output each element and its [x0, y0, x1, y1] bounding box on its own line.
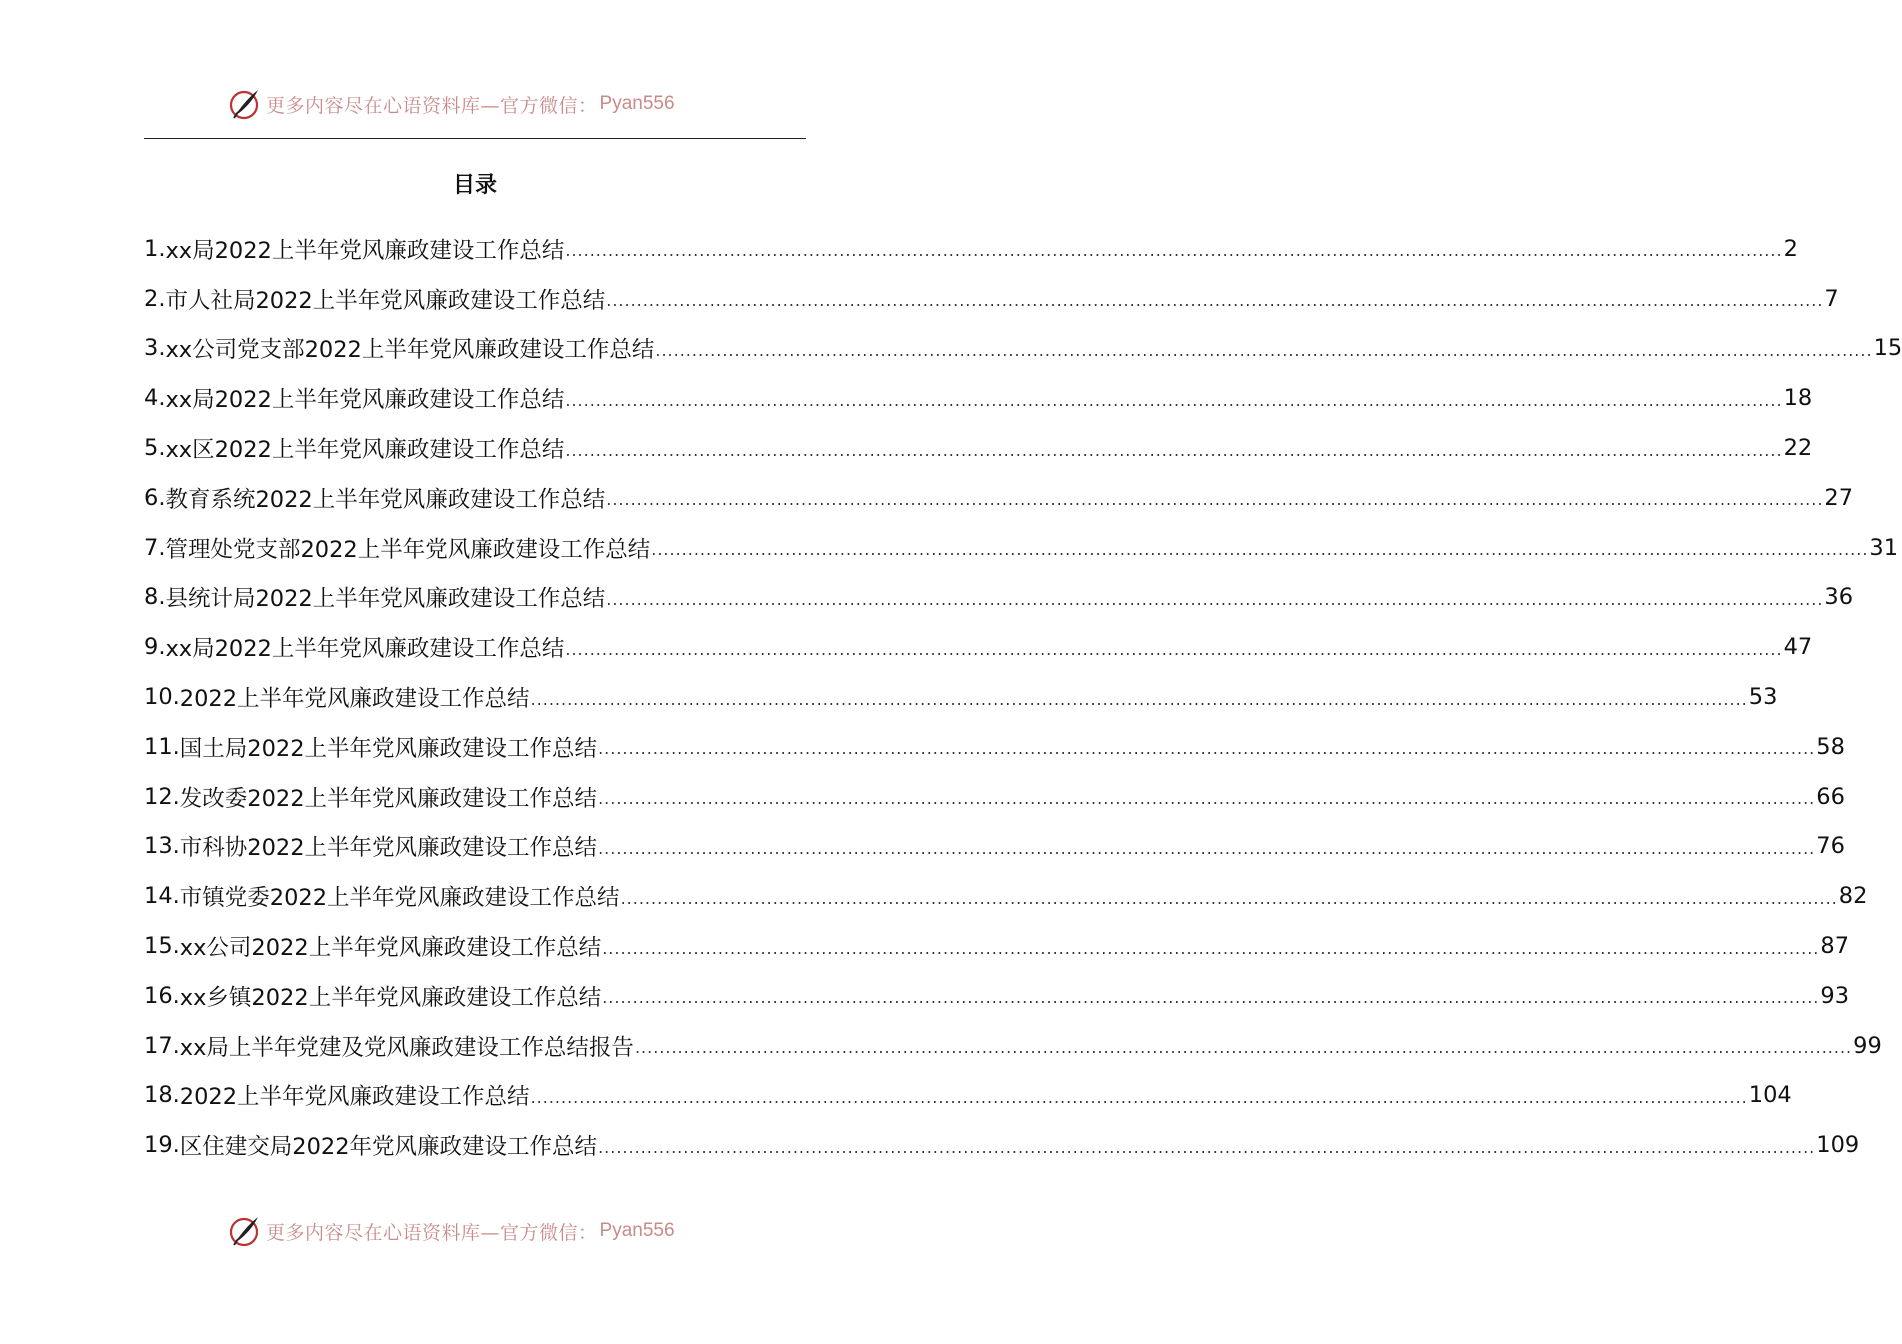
header-watermark — [226, 84, 675, 124]
footer-watermark — [226, 1211, 675, 1251]
toc-entry-page: 99 — [1853, 1032, 1882, 1059]
header-brand-id: Pyan556 — [599, 93, 675, 114]
toc-entry[interactable] — [144, 373, 1813, 423]
toc-entry-title: 2022上半年党风廉政建设工作总结 — [179, 1084, 530, 1111]
toc-entry-number: 3. — [144, 335, 166, 362]
quill-logo-icon — [226, 86, 262, 122]
footer-brand-id: Pyan556 — [599, 1220, 675, 1241]
toc-entry-number: 18. — [144, 1082, 180, 1109]
toc-entry-number: 11. — [144, 733, 180, 760]
toc-entry-title: xx公司党支部2022上半年党风廉政建设工作总结 — [165, 337, 655, 364]
toc-entry-number: 1. — [144, 235, 166, 262]
toc-leader-dots: ........................................................................................................................................................................................................ — [565, 390, 1783, 410]
toc-entry[interactable] — [144, 1021, 1882, 1071]
toc-entry-title: 管理处党支部2022上半年党风廉政建设工作总结 — [165, 536, 651, 563]
toc-leader-dots: ........................................................................................................................................................................................................ — [530, 689, 1748, 709]
toc-entry[interactable] — [144, 423, 1813, 473]
toc-entry-title: 市镇党委2022上半年党风廉政建设工作总结 — [179, 885, 620, 912]
toc-entry-number: 4. — [144, 385, 166, 412]
footer-brand-text: 更多内容尽在心语资料库—官方微信： — [266, 1221, 598, 1244]
toc-leader-dots: ........................................................................................................................................................................................................ — [602, 988, 1820, 1008]
toc-leader-dots: ........................................................................................................................................................................................................ — [598, 789, 1816, 809]
toc-entry[interactable] — [144, 473, 1854, 523]
toc-entry-page: 18 — [1783, 385, 1813, 412]
toc-entry-page: 27 — [1824, 484, 1854, 511]
toc-entry-number: 7. — [144, 534, 166, 561]
toc-leader-dots: ........................................................................................................................................................................................................ — [606, 589, 1824, 609]
toc-entry-page: 7 — [1824, 285, 1839, 312]
toc-entry-number: 10. — [144, 684, 180, 711]
toc-entry-page: 31 — [1869, 534, 1899, 561]
toc-entry-number: 9. — [144, 634, 166, 661]
toc-entry-page: 87 — [1820, 933, 1850, 960]
toc-entry-title: 2022上半年党风廉政建设工作总结 — [179, 686, 530, 713]
toc-entry-page: 66 — [1816, 783, 1845, 810]
toc-entry[interactable] — [144, 1071, 1792, 1121]
toc-leader-dots: ........................................................................................................................................................................................................ — [606, 490, 1824, 510]
toc-entry-number: 8. — [144, 584, 166, 611]
toc-entry[interactable] — [144, 772, 1845, 822]
toc-entry-title: xx局2022上半年党风廉政建设工作总结 — [165, 237, 565, 264]
toc-title: 目录 — [452, 173, 497, 198]
toc-entry-title: xx局2022上半年党风廉政建设工作总结 — [165, 387, 565, 414]
toc-entry[interactable] — [144, 921, 1850, 971]
toc-entry-number: 13. — [144, 833, 180, 860]
toc-leader-dots: ........................................................................................................................................................................................................ — [565, 241, 1783, 261]
toc-leader-dots: ........................................................................................................................................................................................................ — [606, 291, 1824, 311]
toc-leader-dots: ........................................................................................................................................................................................................ — [598, 739, 1816, 759]
toc-entry[interactable] — [144, 971, 1850, 1021]
toc-entry[interactable] — [144, 871, 1868, 921]
toc-entry-title: 市人社局2022上半年党风廉政建设工作总结 — [165, 287, 606, 314]
toc-entry[interactable] — [144, 274, 1839, 324]
toc-entry-page: 58 — [1816, 733, 1845, 760]
toc-entry[interactable] — [144, 1120, 1860, 1170]
toc-entry-title: xx区2022上半年党风廉政建设工作总结 — [165, 437, 565, 464]
toc-leader-dots: ........................................................................................................................................................................................................ — [651, 540, 1869, 560]
toc-entry-page: 36 — [1824, 584, 1854, 611]
toc-entry-title: 区住建交局2022年党风廉政建设工作总结 — [179, 1134, 598, 1161]
toc-entry-title: 国土局2022上半年党风廉政建设工作总结 — [179, 735, 598, 762]
toc-entry-number: 16. — [144, 982, 180, 1009]
toc-leader-dots: ........................................................................................................................................................................................................ — [598, 1137, 1816, 1157]
quill-logo-icon — [226, 1213, 262, 1249]
toc-entry-number: 6. — [144, 484, 166, 511]
toc-leader-dots: ........................................................................................................................................................................................................ — [565, 440, 1783, 460]
toc-leader-dots: ........................................................................................................................................................................................................ — [620, 888, 1838, 908]
toc-entry-title: xx局上半年党建及党风廉政建设工作总结报告 — [179, 1034, 634, 1061]
toc-entry-page: 104 — [1748, 1082, 1792, 1109]
header-divider — [144, 138, 806, 139]
toc-leader-dots: ........................................................................................................................................................................................................ — [602, 938, 1820, 958]
toc-entry-number: 5. — [144, 435, 166, 462]
toc-entry-page: 53 — [1748, 684, 1778, 711]
toc-entry-page: 22 — [1783, 435, 1813, 462]
toc-entry-page: 47 — [1783, 634, 1813, 661]
toc-entry[interactable] — [144, 324, 1902, 374]
header-brand-text: 更多内容尽在心语资料库—官方微信： — [266, 94, 598, 117]
toc-entry-title: 教育系统2022上半年党风廉政建设工作总结 — [165, 486, 606, 513]
toc-entry-number: 2. — [144, 285, 166, 312]
toc-entry-number: 19. — [144, 1132, 180, 1159]
toc-entry[interactable] — [144, 722, 1845, 772]
toc-entry-title: 县统计局2022上半年党风廉政建设工作总结 — [165, 586, 606, 613]
toc-leader-dots: ........................................................................................................................................................................................................ — [565, 639, 1783, 659]
toc-entry[interactable] — [144, 523, 1899, 573]
toc-entry-number: 12. — [144, 783, 180, 810]
toc-entry[interactable] — [144, 622, 1813, 672]
toc-leader-dots: ........................................................................................................................................................................................................ — [598, 838, 1816, 858]
toc-leader-dots: ........................................................................................................................................................................................................ — [655, 340, 1873, 360]
toc-entry-title: xx局2022上半年党风廉政建设工作总结 — [165, 636, 565, 663]
toc-entry-title: 发改委2022上半年党风廉政建设工作总结 — [179, 785, 598, 812]
toc-entry-page: 76 — [1816, 833, 1845, 860]
toc-entry-page: 109 — [1816, 1132, 1860, 1159]
toc-leader-dots: ........................................................................................................................................................................................................ — [634, 1038, 1853, 1058]
toc-list — [144, 224, 1902, 1170]
toc-entry-number: 17. — [144, 1032, 180, 1059]
toc-entry-page: 2 — [1783, 235, 1798, 262]
toc-entry-title: 市科协2022上半年党风廉政建设工作总结 — [179, 835, 598, 862]
toc-entry[interactable] — [144, 573, 1854, 623]
toc-entry-page: 93 — [1820, 982, 1850, 1009]
toc-leader-dots: ........................................................................................................................................................................................................ — [530, 1087, 1748, 1107]
toc-entry-title: xx乡镇2022上半年党风廉政建设工作总结 — [179, 984, 602, 1011]
toc-entry[interactable] — [144, 672, 1778, 722]
toc-entry-page: 82 — [1838, 883, 1868, 910]
toc-entry[interactable] — [144, 224, 1798, 274]
toc-entry-number: 14. — [144, 883, 180, 910]
toc-entry-title: xx公司2022上半年党风廉政建设工作总结 — [179, 935, 602, 962]
toc-entry-number: 15. — [144, 933, 180, 960]
toc-entry[interactable] — [144, 822, 1845, 872]
toc-entry-page: 15 — [1873, 335, 1902, 362]
